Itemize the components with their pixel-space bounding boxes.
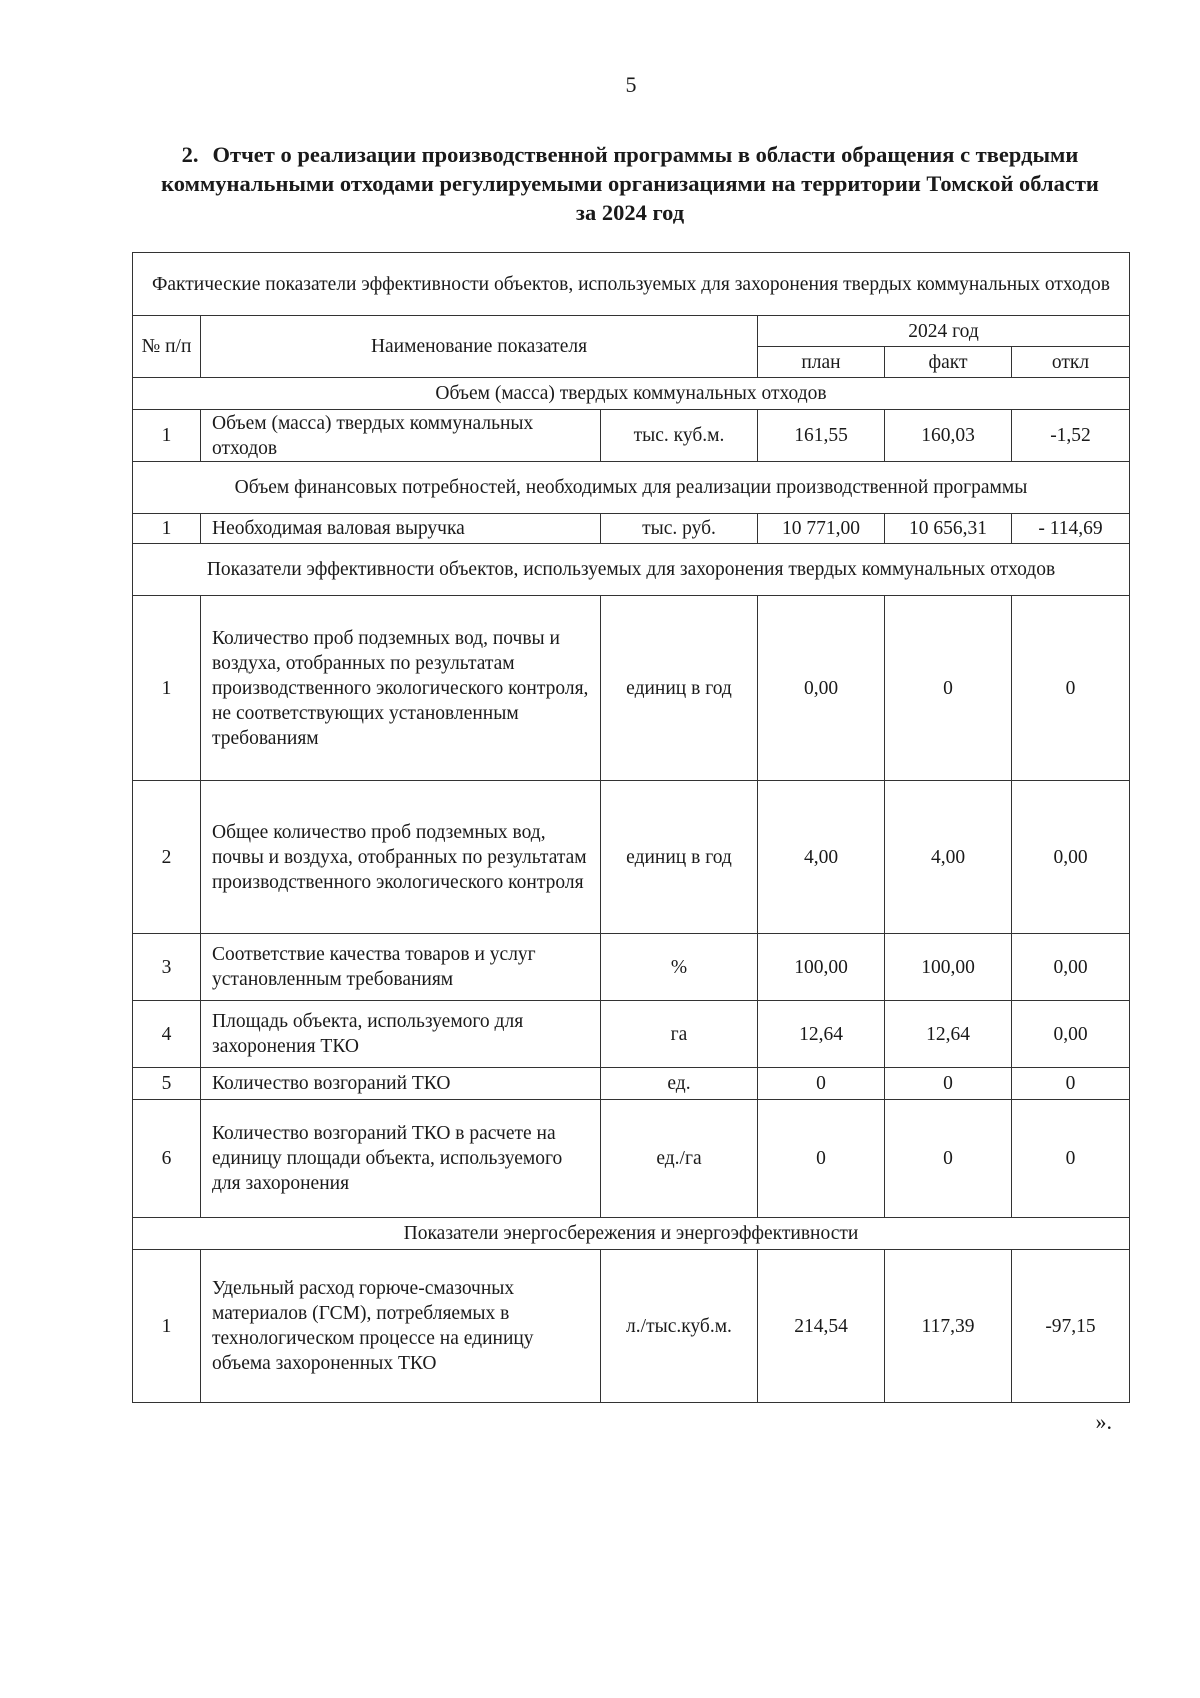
table-row [133, 1001, 1130, 1068]
row-unit: ед./га [601, 1100, 758, 1218]
row-deviation: 0,00 [1012, 934, 1130, 1001]
row-plan: 10 771,00 [758, 514, 885, 544]
row-fact: 12,64 [885, 1001, 1012, 1068]
table-row [133, 514, 1130, 544]
row-unit: тыс. куб.м. [601, 410, 758, 462]
table-row [133, 781, 1130, 934]
section-title [150, 140, 1110, 227]
row-fact: 0 [885, 1068, 1012, 1100]
row-fact: 100,00 [885, 934, 1012, 1001]
header-plan: план [758, 347, 885, 378]
row-deviation: 0 [1012, 1068, 1130, 1100]
row-plan: 0 [758, 1100, 885, 1218]
row-deviation: 0,00 [1012, 1001, 1130, 1068]
row-name: Удельный расход горюче-смазочных материалов (ГСМ), потребляемых в технологическом процессе на единицу объема захороненных ТКО [201, 1250, 601, 1403]
row-deviation: 0,00 [1012, 781, 1130, 934]
row-plan: 4,00 [758, 781, 885, 934]
table-row [133, 410, 1130, 462]
table-row [133, 596, 1130, 781]
row-fact: 10 656,31 [885, 514, 1012, 544]
row-deviation: 0 [1012, 1100, 1130, 1218]
row-number: 4 [133, 1001, 201, 1068]
row-fact: 0 [885, 1100, 1012, 1218]
row-number: 1 [133, 1250, 201, 1403]
row-unit: ед. [601, 1068, 758, 1100]
row-number: 5 [133, 1068, 201, 1100]
row-number: 1 [133, 596, 201, 781]
row-plan: 100,00 [758, 934, 885, 1001]
row-deviation: -97,15 [1012, 1250, 1130, 1403]
row-number: 1 [133, 410, 201, 462]
row-name: Количество возгораний ТКО в расчете на единицу площади объекта, используемого для захоронения [201, 1100, 601, 1218]
row-plan: 12,64 [758, 1001, 885, 1068]
section-header: Показатели эффективности объектов, используемых для захоронения твердых коммунальных отходов [133, 544, 1130, 596]
row-plan: 0 [758, 1068, 885, 1100]
row-number: 6 [133, 1100, 201, 1218]
table-row [133, 1250, 1130, 1403]
page-number: 5 [625, 72, 637, 97]
row-number: 2 [133, 781, 201, 934]
table-row [133, 1068, 1130, 1100]
row-unit: единиц в год [601, 596, 758, 781]
header-year: 2024 год [758, 316, 1130, 347]
row-fact: 4,00 [885, 781, 1012, 934]
table-caption: Фактические показатели эффективности объектов, используемых для захоронения твердых коммунальных отходов [133, 253, 1130, 316]
row-unit: га [601, 1001, 758, 1068]
row-fact: 160,03 [885, 410, 1012, 462]
table-row [133, 934, 1130, 1001]
row-plan: 0,00 [758, 596, 885, 781]
row-unit: единиц в год [601, 781, 758, 934]
section-header: Показатели энергосбережения и энергоэффективности [133, 1218, 1130, 1250]
row-unit: % [601, 934, 758, 1001]
row-name: Общее количество проб подземных вод, почвы и воздуха, отобранных по результатам производственного экологического контроля [201, 781, 601, 934]
row-name: Необходимая валовая выручка [201, 514, 601, 544]
row-name: Объем (масса) твердых коммунальных отходов [201, 410, 601, 462]
row-name: Количество возгораний ТКО [201, 1068, 601, 1100]
header-name: Наименование показателя [201, 316, 758, 378]
header-num: № п/п [133, 316, 201, 378]
report-table [132, 252, 1130, 1403]
header-fact: факт [885, 347, 1012, 378]
section-header: Объем финансовых потребностей, необходимых для реализации производственной программы [133, 462, 1130, 514]
closing-mark: ». [1095, 1409, 1112, 1434]
row-name: Соответствие качества товаров и услуг установленным требованиям [201, 934, 601, 1001]
row-deviation: -1,52 [1012, 410, 1130, 462]
row-plan: 161,55 [758, 410, 885, 462]
row-unit: тыс. руб. [601, 514, 758, 544]
section-number: 2. [181, 142, 199, 167]
row-number: 3 [133, 934, 201, 1001]
row-number: 1 [133, 514, 201, 544]
row-deviation: - 114,69 [1012, 514, 1130, 544]
row-deviation: 0 [1012, 596, 1130, 781]
row-name: Площадь объекта, используемого для захоронения ТКО [201, 1001, 601, 1068]
section-header: Объем (масса) твердых коммунальных отходов [133, 378, 1130, 410]
section-title-text: Отчет о реализации производственной программы в области обращения с твердыми коммунальными отходами регулируемыми организациями на территории Томской области за 2024 год [161, 142, 1099, 225]
row-fact: 117,39 [885, 1250, 1012, 1403]
row-name: Количество проб подземных вод, почвы и воздуха, отобранных по результатам производственного экологического контроля, не соответствующих установленным требованиям [201, 596, 601, 781]
row-plan: 214,54 [758, 1250, 885, 1403]
row-unit: л./тыс.куб.м. [601, 1250, 758, 1403]
table-row [133, 1100, 1130, 1218]
header-dev: откл [1012, 347, 1130, 378]
row-fact: 0 [885, 596, 1012, 781]
